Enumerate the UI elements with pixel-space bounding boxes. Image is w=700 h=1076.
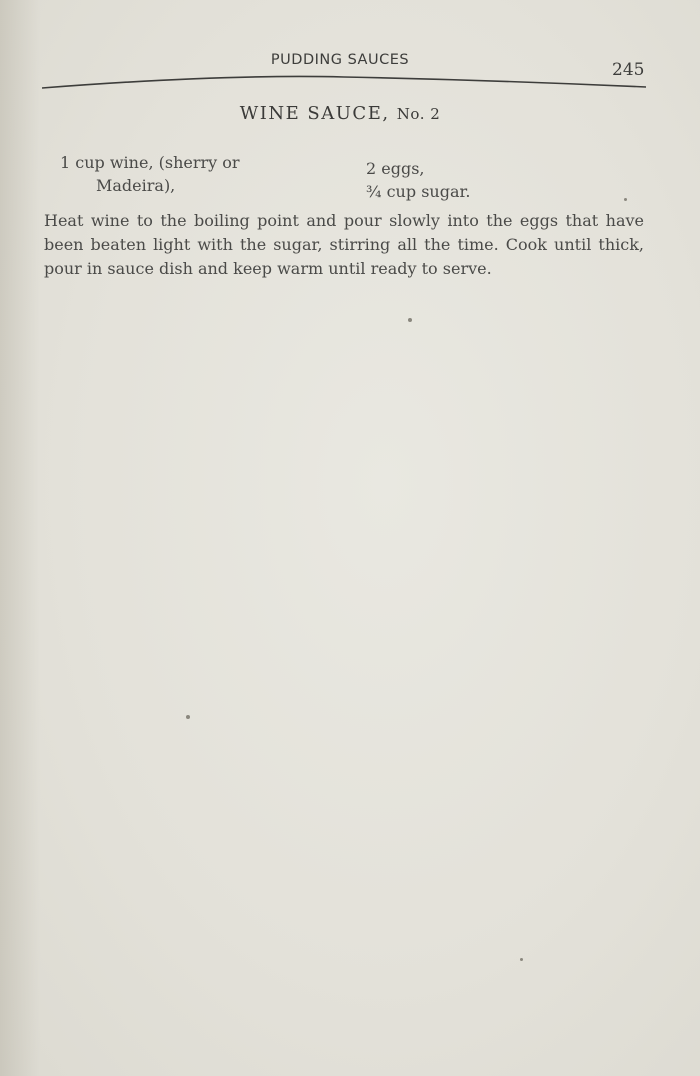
- ingredients-left-column: [60, 151, 240, 197]
- page-number: 245: [612, 60, 645, 80]
- paper-speck: [520, 958, 523, 961]
- paper-speck: [186, 715, 190, 719]
- recipe-instructions: Heat wine to the boiling point and pour slowly into the eggs that have been beaten light with the sugar, stirring all the time. Cook until thick, pour in sauce dish and keep warm until ready to serve.: [44, 211, 644, 278]
- recipe-title: [0, 103, 680, 124]
- recipe-title-text: WINE SAUCE,: [239, 103, 390, 124]
- paper-speck: [408, 318, 412, 322]
- page-gutter-shadow: [0, 0, 40, 1076]
- ingredient-line: 2 eggs,: [366, 159, 425, 178]
- recipe-number: No. 2: [396, 105, 441, 123]
- ingredient-line: 1 cup wine, (sherry or: [60, 153, 240, 172]
- running-head: PUDDING SAUCES: [270, 52, 410, 68]
- ingredients-right-column: [366, 157, 470, 203]
- header-rule: [42, 74, 646, 94]
- ingredient-line-continued: Madeira),: [96, 176, 176, 195]
- paper-speck: [624, 198, 627, 201]
- ingredient-line: ¾ cup sugar.: [366, 182, 471, 201]
